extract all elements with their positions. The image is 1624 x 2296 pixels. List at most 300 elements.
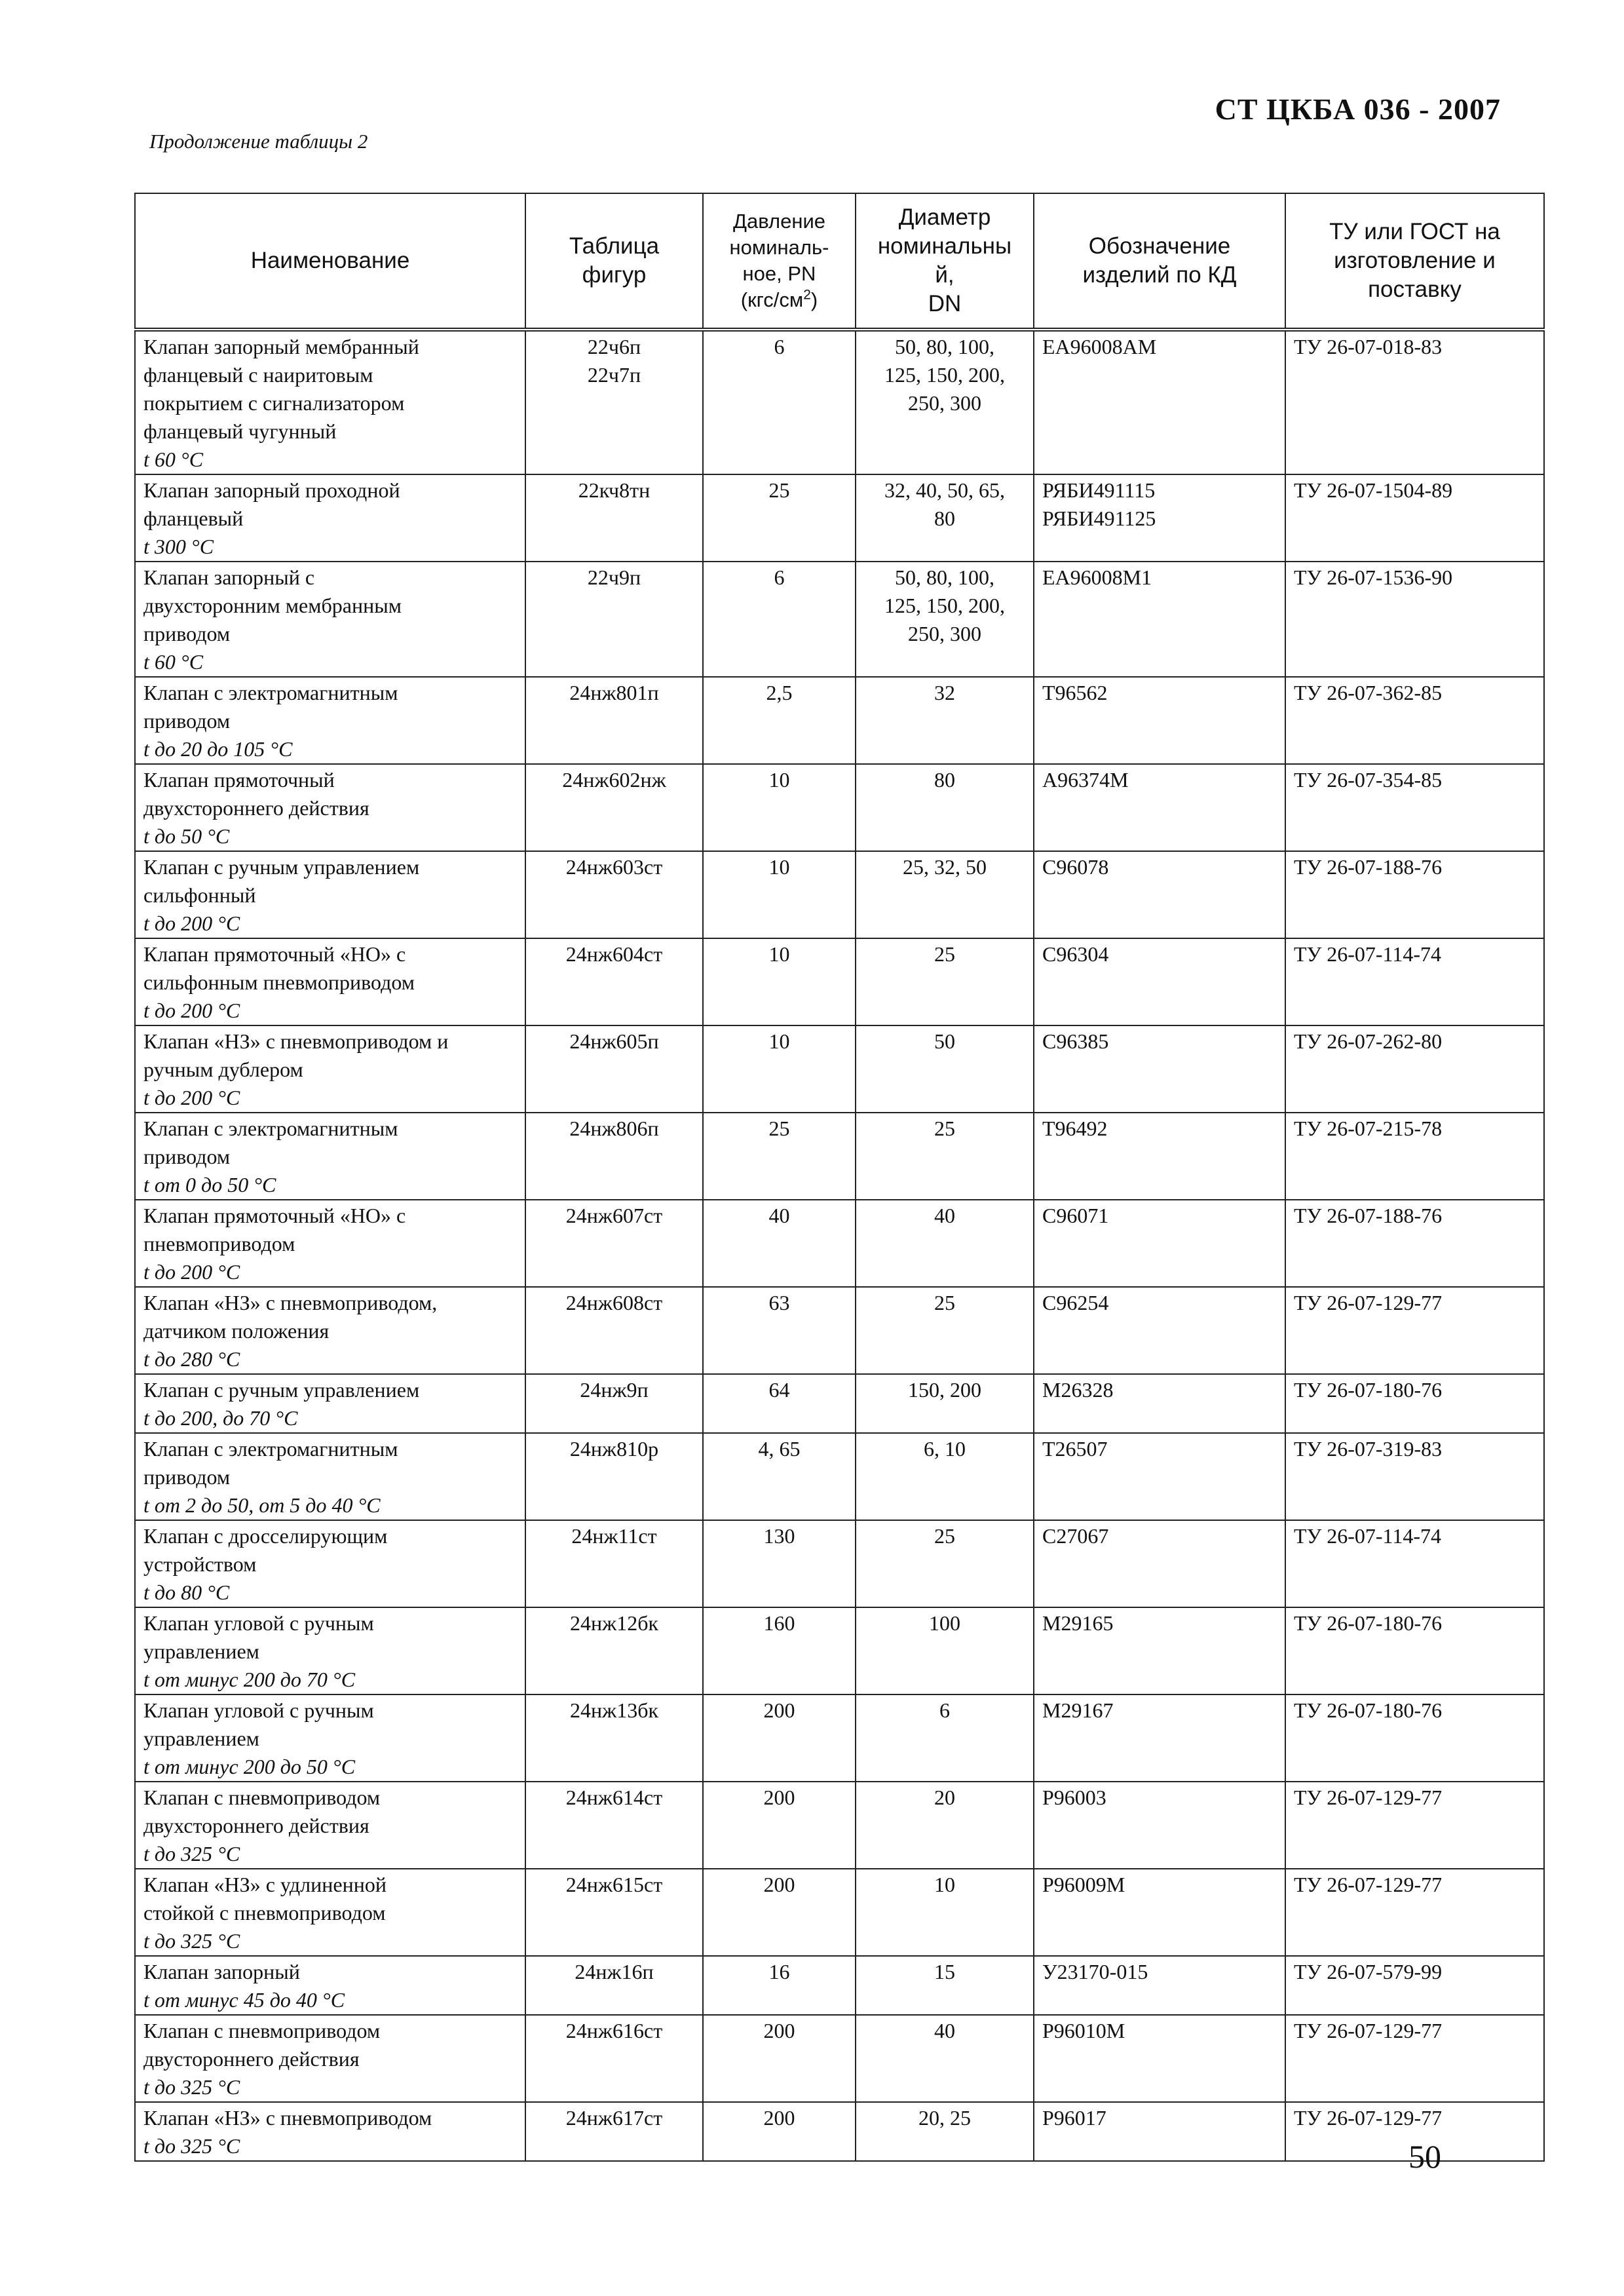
figure-code-cell xyxy=(525,1025,703,1113)
valve-name-line: двухсторонним мембранным xyxy=(143,594,402,617)
diameter-cell xyxy=(856,764,1034,851)
figure-code-cell xyxy=(525,677,703,764)
valve-name-line: Клапан с пневмоприводом xyxy=(143,2019,381,2042)
diameter-value: 25, 32, 50 xyxy=(903,855,987,879)
temperature-range: t от минус 45 до 40 °C xyxy=(143,1988,345,2012)
figure-code-cell xyxy=(525,1869,703,1956)
tu-gost-value: ТУ 26-07-114-74 xyxy=(1294,942,1441,966)
designation-code: У23170-015 xyxy=(1042,1960,1148,1983)
tu-gost-cell xyxy=(1285,851,1544,938)
valve-name-line: двустороннего действия xyxy=(143,2047,360,2071)
figure-code-cell xyxy=(525,1694,703,1782)
page-number: 50 xyxy=(1408,2138,1441,2175)
table-row xyxy=(135,851,1544,938)
designation-cell xyxy=(1034,1113,1285,1200)
valve-name-cell xyxy=(135,562,525,677)
column-header-pressure xyxy=(703,193,856,330)
temperature-range: t от 2 до 50, от 5 до 40 °C xyxy=(143,1493,381,1517)
valve-name-line: управлением xyxy=(143,1639,259,1663)
unit-superscript: 2 xyxy=(803,287,811,303)
pressure-value: 10 xyxy=(768,768,790,792)
tu-gost-value: ТУ 26-07-215-78 xyxy=(1294,1117,1443,1140)
designation-cell xyxy=(1034,764,1285,851)
figure-code: 22кч8тн xyxy=(578,478,651,502)
diameter-value: 25 xyxy=(934,942,955,966)
document-code: СТ ЦКБА 036 - 2007 xyxy=(1215,92,1501,126)
valve-name-line: Клапан прямоточный «НО» с xyxy=(143,942,406,966)
valve-name-line: Клапан с электромагнитным xyxy=(143,1117,398,1140)
diameter-value: 25 xyxy=(934,1291,955,1314)
valve-name-cell xyxy=(135,1956,525,2015)
figure-code: 24нж616ст xyxy=(565,2019,663,2042)
designation-code: М29165 xyxy=(1042,1611,1114,1635)
designation-code: С96071 xyxy=(1042,1204,1109,1227)
valve-name-line: приводом xyxy=(143,622,231,645)
column-header-tu-line: изготовление и xyxy=(1334,248,1496,273)
valve-name-cell xyxy=(135,677,525,764)
valve-name-line: Клапан прямоточный «НО» с xyxy=(143,1204,406,1227)
pressure-cell xyxy=(703,938,856,1025)
designation-code: Т96562 xyxy=(1042,681,1108,704)
table-row xyxy=(135,764,1544,851)
valve-name-cell xyxy=(135,1782,525,1869)
designation-cell xyxy=(1034,1782,1285,1869)
designation-cell xyxy=(1034,677,1285,764)
valve-name-cell xyxy=(135,330,525,474)
figure-code-cell xyxy=(525,2102,703,2161)
diameter-cell xyxy=(856,1113,1034,1200)
figure-code-cell xyxy=(525,2015,703,2102)
designation-code: М26328 xyxy=(1042,1378,1114,1402)
temperature-range: t до 325 °C xyxy=(143,1929,240,1953)
valve-name-line: сильфонным пневмоприводом xyxy=(143,970,415,994)
column-header-pressure-line: Давление xyxy=(733,210,825,233)
temperature-range: t до 280 °C xyxy=(143,1347,240,1371)
unit-text: (кгс/см xyxy=(740,288,804,311)
table-body xyxy=(135,330,1544,2161)
tu-gost-value: ТУ 26-07-188-76 xyxy=(1294,1204,1443,1227)
pressure-value: 200 xyxy=(763,1698,795,1722)
pressure-value: 200 xyxy=(763,1786,795,1809)
figure-code-cell xyxy=(525,562,703,677)
pressure-cell xyxy=(703,851,856,938)
tu-gost-value: ТУ 26-07-180-76 xyxy=(1294,1611,1443,1635)
figure-code: 24нж602нж xyxy=(562,768,666,792)
column-header-diameter-line: DN xyxy=(928,291,962,316)
pressure-value: 10 xyxy=(768,855,790,879)
pressure-cell xyxy=(703,1869,856,1956)
pressure-value: 130 xyxy=(763,1524,795,1548)
diameter-cell xyxy=(856,474,1034,562)
diameter-cell xyxy=(856,562,1034,677)
valve-name-line: покрытием с сигнализатором xyxy=(143,391,405,415)
temperature-range: t от 0 до 50 °C xyxy=(143,1173,276,1196)
valve-name-cell xyxy=(135,1869,525,1956)
valve-name-cell xyxy=(135,764,525,851)
diameter-value: 6 xyxy=(939,1698,950,1722)
figure-code-cell xyxy=(525,851,703,938)
valve-name-line: Клапан запорный проходной xyxy=(143,478,400,502)
column-header-diameter xyxy=(856,193,1034,330)
valve-name-cell xyxy=(135,851,525,938)
tu-gost-cell xyxy=(1285,1113,1544,1200)
tu-gost-value: ТУ 26-07-354-85 xyxy=(1294,768,1443,792)
temperature-range: t до 200, до 70 °C xyxy=(143,1406,298,1430)
temperature-range: t до 200 °C xyxy=(143,911,240,935)
valve-name-cell xyxy=(135,1113,525,1200)
diameter-cell xyxy=(856,2102,1034,2161)
tu-gost-value: ТУ 26-07-1504-89 xyxy=(1294,478,1453,502)
table-row xyxy=(135,1607,1544,1694)
diameter-value: 25 xyxy=(934,1117,955,1140)
designation-code: РЯБИ491125 xyxy=(1042,507,1156,530)
pressure-value: 2,5 xyxy=(766,681,793,704)
tu-gost-value: ТУ 26-07-129-77 xyxy=(1294,1786,1443,1809)
tu-gost-cell xyxy=(1285,938,1544,1025)
designation-code: ЕА96008М1 xyxy=(1042,565,1152,589)
figure-code-cell xyxy=(525,938,703,1025)
tu-gost-cell xyxy=(1285,2015,1544,2102)
pressure-cell xyxy=(703,1025,856,1113)
valve-name-cell xyxy=(135,1200,525,1287)
designation-code: С96304 xyxy=(1042,942,1109,966)
pressure-value: 16 xyxy=(768,1960,790,1983)
table-row xyxy=(135,1520,1544,1607)
diameter-value: 6, 10 xyxy=(924,1437,966,1461)
valve-name-line: Клапан «НЗ» с пневмоприводом и xyxy=(143,1029,449,1053)
designation-code: РЯБИ491115 xyxy=(1042,478,1156,502)
diameter-cell xyxy=(856,1433,1034,1520)
temperature-range: t до 200 °C xyxy=(143,1086,240,1109)
valve-name-line: стойкой с пневмоприводом xyxy=(143,1901,386,1924)
tu-gost-value: ТУ 26-07-362-85 xyxy=(1294,681,1443,704)
designation-code: А96374М xyxy=(1042,768,1129,792)
designation-code: Р96017 xyxy=(1042,2106,1106,2130)
column-header-designation-line: изделий по КД xyxy=(1082,262,1237,288)
figure-code: 22ч9п xyxy=(587,565,641,589)
valve-name-line: Клапан «НЗ» с удлиненной xyxy=(143,1873,387,1896)
tu-gost-value: ТУ 26-07-579-99 xyxy=(1294,1960,1443,1983)
figure-code: 24нж614ст xyxy=(565,1786,663,1809)
figure-code-cell xyxy=(525,1113,703,1200)
figure-code: 24нж11ст xyxy=(571,1524,657,1548)
diameter-value: 40 xyxy=(934,1204,955,1227)
diameter-cell xyxy=(856,1520,1034,1607)
pressure-cell xyxy=(703,677,856,764)
table-row xyxy=(135,2015,1544,2102)
figure-code: 24нж607ст xyxy=(565,1204,663,1227)
figure-code: 24нж617ст xyxy=(565,2106,663,2130)
figure-code-cell xyxy=(525,474,703,562)
column-header-diameter-line: Диаметр xyxy=(898,204,991,230)
table-row xyxy=(135,330,1544,474)
valve-name-line: Клапан с ручным управлением xyxy=(143,1378,420,1402)
pressure-cell xyxy=(703,474,856,562)
pressure-cell xyxy=(703,2015,856,2102)
designation-cell xyxy=(1034,1025,1285,1113)
valve-name-line: фланцевый чугунный xyxy=(143,419,337,443)
figure-code: 24нж16п xyxy=(575,1960,654,1983)
figure-code-cell xyxy=(525,1956,703,2015)
pressure-value: 200 xyxy=(763,1873,795,1896)
tu-gost-cell xyxy=(1285,1869,1544,1956)
temperature-range: t 60 °C xyxy=(143,448,204,471)
table-continuation-caption: Продолжение таблицы 2 xyxy=(149,130,368,153)
table-row xyxy=(135,1025,1544,1113)
designation-code: Р96003 xyxy=(1042,1786,1106,1809)
pressure-value: 25 xyxy=(768,1117,790,1140)
valve-name-line: Клапан с электромагнитным xyxy=(143,681,398,704)
designation-cell xyxy=(1034,1607,1285,1694)
designation-cell xyxy=(1034,1200,1285,1287)
figure-code: 24нж810р xyxy=(569,1437,659,1461)
diameter-cell xyxy=(856,1025,1034,1113)
tu-gost-cell xyxy=(1285,764,1544,851)
valve-name-cell xyxy=(135,1287,525,1374)
tu-gost-value: ТУ 26-07-129-77 xyxy=(1294,1873,1443,1896)
pressure-value: 6 xyxy=(774,565,785,589)
pressure-cell xyxy=(703,1607,856,1694)
figure-code-cell xyxy=(525,1433,703,1520)
temperature-range: t до 325 °C xyxy=(143,2075,240,2099)
designation-code: Т26507 xyxy=(1042,1437,1108,1461)
column-header-diameter-line: й, xyxy=(935,262,954,288)
pressure-cell xyxy=(703,2102,856,2161)
designation-code: Р96009М xyxy=(1042,1873,1125,1896)
designation-cell xyxy=(1034,851,1285,938)
pressure-value: 200 xyxy=(763,2106,795,2130)
diameter-cell xyxy=(856,1287,1034,1374)
tu-gost-cell xyxy=(1285,1433,1544,1520)
tu-gost-value: ТУ 26-07-114-74 xyxy=(1294,1524,1441,1548)
diameter-value: 20 xyxy=(934,1786,955,1809)
column-header-figure-table xyxy=(525,193,703,330)
valve-name-line: фланцевый xyxy=(143,507,244,530)
diameter-cell xyxy=(856,938,1034,1025)
valve-name-cell xyxy=(135,2102,525,2161)
valve-name-line: приводом xyxy=(143,1145,231,1168)
diameter-value: 150, 200 xyxy=(908,1378,981,1402)
valve-name-cell xyxy=(135,1607,525,1694)
designation-code: Т96492 xyxy=(1042,1117,1108,1140)
pressure-cell xyxy=(703,1694,856,1782)
diameter-value: 250, 300 xyxy=(908,622,981,645)
valve-name-cell xyxy=(135,1694,525,1782)
figure-code: 22ч7п xyxy=(587,363,641,387)
designation-cell xyxy=(1034,1869,1285,1956)
valve-name-line: управлением xyxy=(143,1727,259,1750)
valve-name-cell xyxy=(135,474,525,562)
tu-gost-cell xyxy=(1285,330,1544,474)
column-header-designation-line: Обозначение xyxy=(1088,233,1231,259)
pressure-cell xyxy=(703,1374,856,1433)
valve-name-line: Клапан запорный xyxy=(143,1960,300,1983)
column-header-diameter-line: номинальны xyxy=(877,233,1012,259)
diameter-value: 32, 40, 50, 65, xyxy=(884,478,1005,502)
diameter-cell xyxy=(856,1869,1034,1956)
figure-code-cell xyxy=(525,1782,703,1869)
valve-name-cell xyxy=(135,1374,525,1433)
temperature-range: t до 20 до 105 °C xyxy=(143,737,293,761)
diameter-value: 10 xyxy=(934,1873,955,1896)
designation-cell xyxy=(1034,2015,1285,2102)
table-row xyxy=(135,1433,1544,1520)
valve-name-line: Клапан запорный с xyxy=(143,565,315,589)
designation-cell xyxy=(1034,938,1285,1025)
diameter-value: 50 xyxy=(934,1029,955,1053)
pressure-cell xyxy=(703,562,856,677)
column-header-pressure-line: ное, PN xyxy=(742,262,816,285)
tu-gost-value: ТУ 26-07-262-80 xyxy=(1294,1029,1443,1053)
diameter-value: 40 xyxy=(934,2019,955,2042)
column-header-pressure-line: номиналь- xyxy=(729,236,829,259)
diameter-value: 125, 150, 200, xyxy=(884,363,1005,387)
diameter-cell xyxy=(856,1607,1034,1694)
temperature-range: t до 200 °C xyxy=(143,1260,240,1284)
designation-cell xyxy=(1034,562,1285,677)
valve-name-line: пневмоприводом xyxy=(143,1232,295,1255)
designation-cell xyxy=(1034,330,1285,474)
valve-name-line: ручным дублером xyxy=(143,1058,303,1081)
diameter-value: 50, 80, 100, xyxy=(895,565,994,589)
table-row xyxy=(135,1374,1544,1433)
temperature-range: t от минус 200 до 70 °C xyxy=(143,1668,356,1691)
pressure-cell xyxy=(703,1113,856,1200)
valve-name-line: двухстороннего действия xyxy=(143,796,369,820)
valve-name-line: Клапан с пневмоприводом xyxy=(143,1786,381,1809)
valve-name-line: сильфонный xyxy=(143,883,256,907)
designation-cell xyxy=(1034,474,1285,562)
temperature-range: t 300 °C xyxy=(143,535,214,558)
figure-code: 24нж604ст xyxy=(565,942,663,966)
designation-cell xyxy=(1034,1520,1285,1607)
tu-gost-cell xyxy=(1285,562,1544,677)
tu-gost-cell xyxy=(1285,1374,1544,1433)
valve-name-line: Клапан с ручным управлением xyxy=(143,855,420,879)
valve-name-line: Клапан прямоточный xyxy=(143,768,335,792)
designation-cell xyxy=(1034,1287,1285,1374)
diameter-cell xyxy=(856,677,1034,764)
designation-code: Р96010М xyxy=(1042,2019,1125,2042)
diameter-value: 100 xyxy=(929,1611,960,1635)
tu-gost-cell xyxy=(1285,1607,1544,1694)
diameter-value: 20, 25 xyxy=(918,2106,971,2130)
figure-code-cell xyxy=(525,1200,703,1287)
column-header-figure-line: Таблица xyxy=(569,233,660,259)
designation-code: С96254 xyxy=(1042,1291,1109,1314)
valve-name-line: приводом xyxy=(143,1465,231,1489)
tu-gost-value: ТУ 26-07-188-76 xyxy=(1294,855,1443,879)
diameter-cell xyxy=(856,1694,1034,1782)
column-header-tu-gost xyxy=(1285,193,1544,330)
valve-name-cell xyxy=(135,2015,525,2102)
diameter-value: 125, 150, 200, xyxy=(884,594,1005,617)
valve-name-line: Клапан угловой с ручным xyxy=(143,1611,374,1635)
tu-gost-value: ТУ 26-07-180-76 xyxy=(1294,1698,1443,1722)
figure-code-cell xyxy=(525,1520,703,1607)
tu-gost-cell xyxy=(1285,1200,1544,1287)
valve-name-line: Клапан с электромагнитным xyxy=(143,1437,398,1461)
temperature-range: t до 50 °C xyxy=(143,824,230,848)
valve-name-line: Клапан «НЗ» с пневмоприводом xyxy=(143,2106,432,2130)
valve-name-line: Клапан запорный мембранный xyxy=(143,335,419,358)
pressure-value: 25 xyxy=(768,478,790,502)
diameter-value: 50, 80, 100, xyxy=(895,335,994,358)
figure-code: 24нж605п xyxy=(569,1029,659,1053)
tu-gost-cell xyxy=(1285,1956,1544,2015)
figure-code: 24нж12бк xyxy=(569,1611,659,1635)
diameter-value: 32 xyxy=(934,681,955,704)
table-header xyxy=(135,193,1544,330)
diameter-cell xyxy=(856,1200,1034,1287)
table-row xyxy=(135,1694,1544,1782)
figure-code-cell xyxy=(525,764,703,851)
table-row xyxy=(135,1869,1544,1956)
pressure-value: 10 xyxy=(768,942,790,966)
pressure-value: 63 xyxy=(768,1291,790,1314)
table-row xyxy=(135,1782,1544,1869)
table-row xyxy=(135,1956,1544,2015)
tu-gost-value: ТУ 26-07-018-83 xyxy=(1294,335,1443,358)
pressure-cell xyxy=(703,1520,856,1607)
valve-name-line: Клапан с дросселирующим xyxy=(143,1524,388,1548)
figure-code-cell xyxy=(525,1287,703,1374)
figure-code-cell xyxy=(525,1374,703,1433)
pressure-cell xyxy=(703,1287,856,1374)
temperature-range: t до 325 °C xyxy=(143,2134,240,2158)
tu-gost-value: ТУ 26-07-180-76 xyxy=(1294,1378,1443,1402)
diameter-cell xyxy=(856,1956,1034,2015)
column-header-figure-line: фигур xyxy=(582,262,647,288)
tu-gost-value: ТУ 26-07-1536-90 xyxy=(1294,565,1453,589)
valves-table xyxy=(134,193,1545,2162)
temperature-range: t от минус 200 до 50 °C xyxy=(143,1755,356,1778)
table-row xyxy=(135,2102,1544,2161)
designation-code: С96385 xyxy=(1042,1029,1109,1053)
pressure-cell xyxy=(703,1782,856,1869)
diameter-cell xyxy=(856,1782,1034,1869)
temperature-range: t до 200 °C xyxy=(143,999,240,1022)
designation-cell xyxy=(1034,1956,1285,2015)
tu-gost-value: ТУ 26-07-129-77 xyxy=(1294,2019,1443,2042)
figure-code: 24нж603ст xyxy=(565,855,663,879)
designation-cell xyxy=(1034,1694,1285,1782)
diameter-value: 25 xyxy=(934,1524,955,1548)
designation-cell xyxy=(1034,2102,1285,2161)
temperature-range: t до 80 °C xyxy=(143,1580,230,1604)
table-row xyxy=(135,938,1544,1025)
unit-close: ) xyxy=(810,288,818,311)
pressure-value: 160 xyxy=(763,1611,795,1635)
designation-code: ЕА96008АМ xyxy=(1042,335,1157,358)
tu-gost-cell xyxy=(1285,1025,1544,1113)
column-header-pressure-unit xyxy=(709,287,850,313)
figure-code: 22ч6п xyxy=(587,335,641,358)
diameter-value: 250, 300 xyxy=(908,391,981,415)
valve-name-line: датчиком положения xyxy=(143,1319,330,1343)
valve-name-line: фланцевый с наиритовым xyxy=(143,363,373,387)
valve-name-line: Клапан «НЗ» с пневмоприводом, xyxy=(143,1291,438,1314)
pressure-cell xyxy=(703,330,856,474)
tu-gost-cell xyxy=(1285,1782,1544,1869)
column-header-tu-line: ТУ или ГОСТ на xyxy=(1329,219,1500,244)
valve-name-line: приводом xyxy=(143,709,231,733)
table-row xyxy=(135,677,1544,764)
pressure-cell xyxy=(703,1433,856,1520)
pressure-value: 4, 65 xyxy=(758,1437,801,1461)
valve-name-line: Клапан угловой с ручным xyxy=(143,1698,374,1722)
diameter-cell xyxy=(856,1374,1034,1433)
